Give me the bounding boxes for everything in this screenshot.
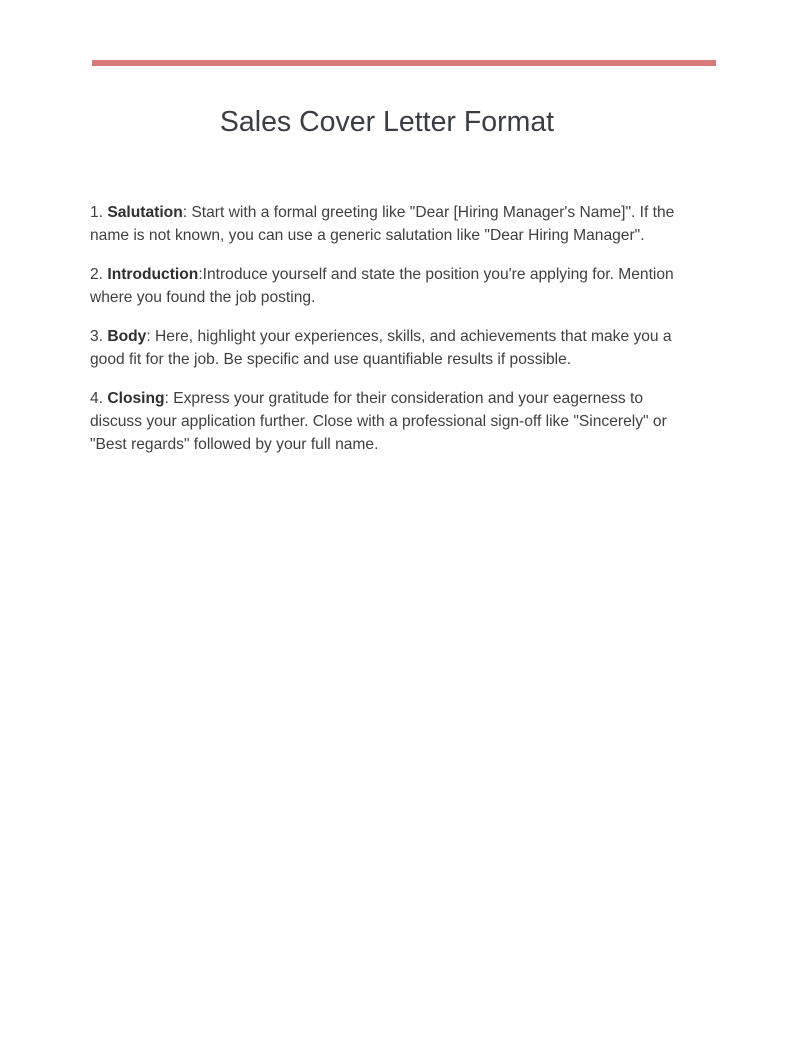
step-term: Body	[107, 328, 147, 345]
step-number: 3.	[90, 328, 104, 345]
step-number: 2.	[90, 266, 104, 283]
format-steps-list	[90, 201, 690, 472]
header-accent-bar	[92, 60, 716, 66]
step-body	[90, 325, 690, 371]
step-closing	[90, 387, 690, 456]
step-number: 1.	[90, 204, 104, 221]
step-description: :Introduce yourself and state the position you're applying for. Mention where you found the job posting.	[90, 266, 674, 306]
step-description: : Start with a formal greeting like "Dear [Hiring Manager's Name]". If the name is not known, you can use a generic salutation like "Dear Hiring Manager".	[90, 204, 675, 244]
step-salutation	[90, 201, 690, 247]
step-term: Introduction	[107, 266, 199, 283]
step-number: 4.	[90, 390, 104, 407]
step-introduction	[90, 263, 690, 309]
step-term: Closing	[107, 390, 165, 407]
document-title: Sales Cover Letter Format	[219, 106, 555, 138]
step-description: : Express your gratitude for their consideration and your eagerness to discuss your application further. Close with a professional sign-off like "Sincerely" or "Best regards" followed by your full name.	[90, 390, 667, 453]
step-term: Salutation	[107, 204, 183, 221]
step-description: : Here, highlight your experiences, skills, and achievements that make you a good fit for the job. Be specific and use quantifiable results if possible.	[90, 328, 672, 368]
